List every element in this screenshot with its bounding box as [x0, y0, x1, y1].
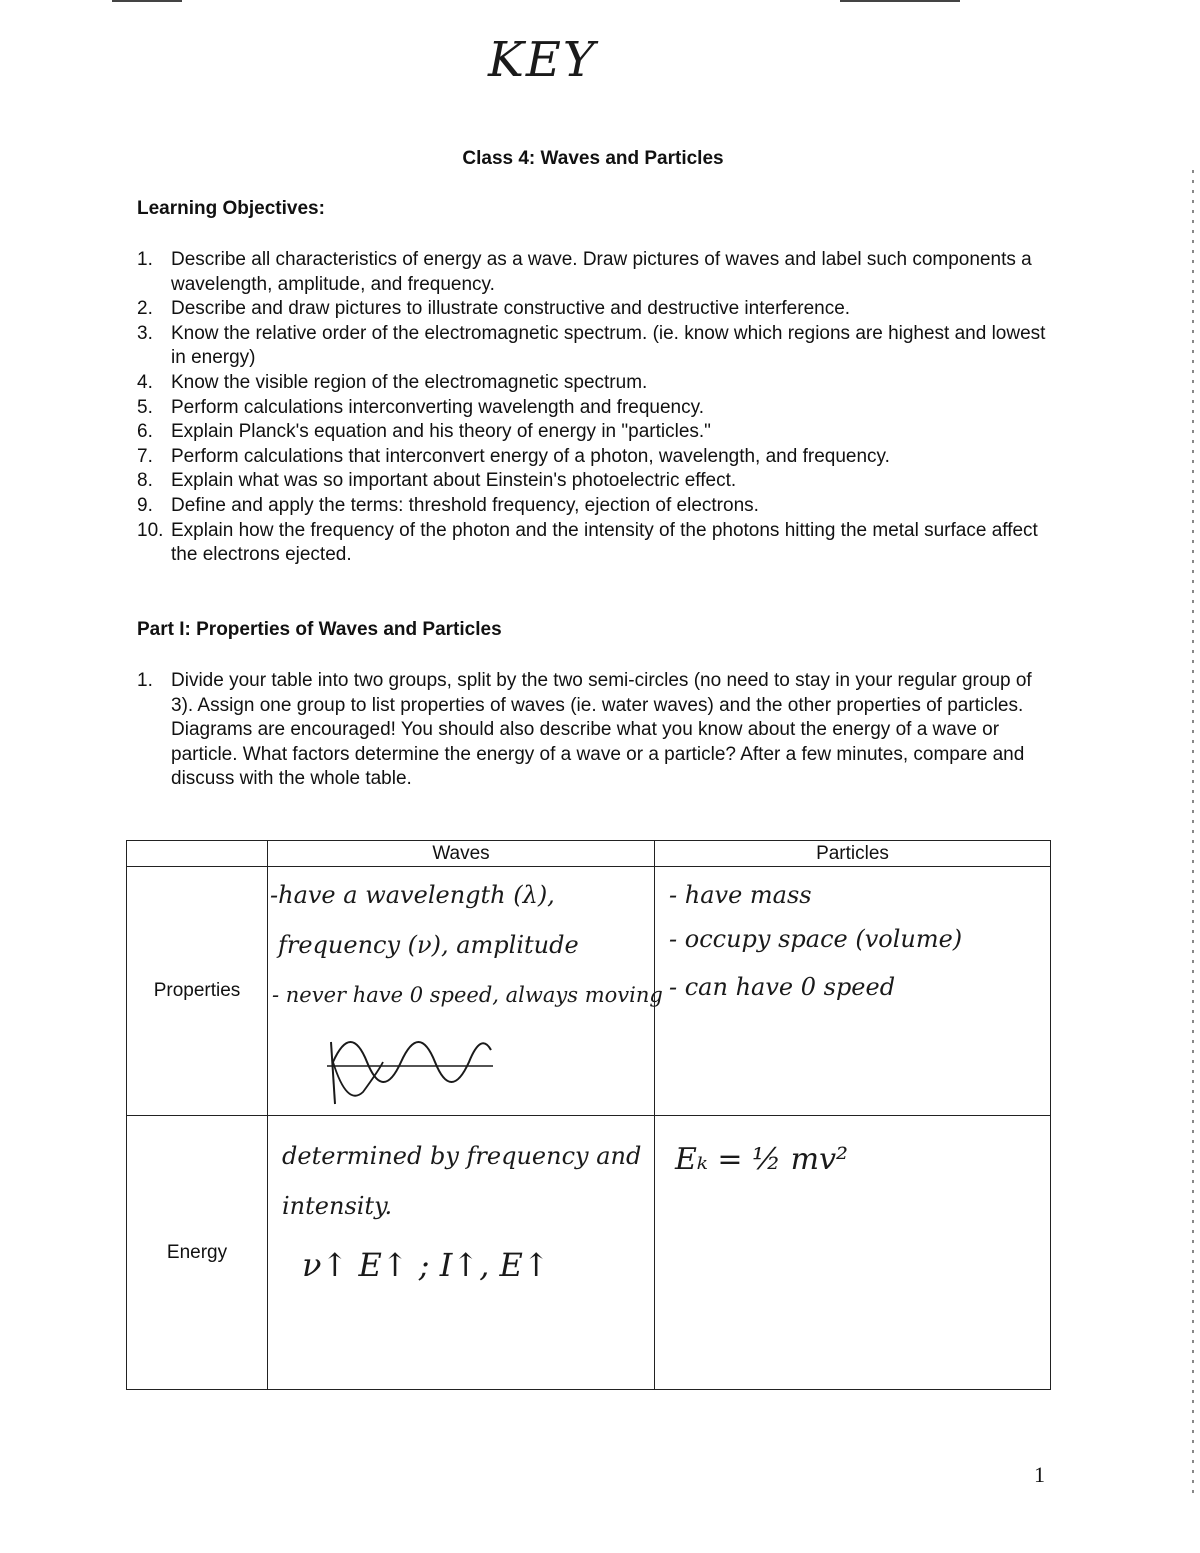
handwritten-line: determined by frequency and [282, 1142, 642, 1170]
handwritten-line: -have a wavelength (λ), [270, 881, 555, 909]
scan-artifact-top-right [840, 0, 960, 2]
cell-waves-energy [268, 1116, 655, 1390]
table-header-blank [127, 841, 268, 867]
handwritten-line: - never have 0 speed, always moving [272, 983, 663, 1007]
objective-item: 1. Describe all characteristics of energy as a wave. Draw pictures of waves and label such components a wavelength, amplitude, and frequency. [137, 249, 1032, 295]
objective-item: 10. Explain how the frequency of the photon and the intensity of the photons hitting the metal surface affect the electrons ejected. [137, 519, 1038, 566]
objectives-list [137, 248, 1057, 568]
properties-table [126, 840, 1051, 1390]
objective-item: 7. Perform calculations that interconvert energy of a photon, wavelength, and frequency. [137, 445, 890, 467]
handwritten-line: ν↑ E↑ ; I↑, E↑ [302, 1246, 550, 1284]
handwritten-line: Eₖ = ½ mv² [675, 1142, 849, 1177]
objective-item: 6. Explain Planck's equation and his theory of energy in "particles." [137, 421, 711, 443]
objective-item: 9. Define and apply the terms: threshold frequency, ejection of electrons. [137, 494, 759, 516]
part1-heading: Part I: Properties of Waves and Particles [137, 619, 502, 640]
handwritten-line: intensity. [282, 1192, 393, 1220]
row-label-energy: Energy [127, 1116, 268, 1390]
objective-item: 3. Know the relative order of the electromagnetic spectrum. (ie. know which regions are highest and lowest in energy) [137, 322, 1046, 369]
cell-particles-properties [655, 867, 1051, 1116]
key-mark: KEY [488, 32, 597, 88]
cell-waves-properties [268, 867, 663, 1116]
objective-item: 8. Explain what was so important about Einstein's photoelectric effect. [137, 470, 737, 492]
table-header-particles: Particles [655, 841, 1051, 867]
scan-artifact-right-edge [1192, 170, 1194, 1500]
handwritten-line: - can have 0 speed [669, 973, 896, 1001]
handwritten-line: frequency (ν), amplitude [278, 931, 579, 959]
table-header-row [127, 841, 1051, 867]
table-row [127, 1116, 1051, 1390]
page-title: Class 4: Waves and Particles [462, 148, 724, 169]
part1-list [137, 669, 1047, 792]
handwritten-line: - have mass [669, 881, 812, 909]
handwritten-line: - occupy space (volume) [669, 925, 963, 953]
cell-particles-energy [655, 1116, 1051, 1390]
objective-item: 2. Describe and draw pictures to illustrate constructive and destructive interference. [137, 298, 851, 320]
row-label-properties: Properties [127, 867, 268, 1116]
objective-item: 5. Perform calculations interconverting wavelength and frequency. [137, 396, 704, 418]
part1-item: 1. Divide your table into two groups, split by the two semi-circles (no need to stay in your regular group of 3). Assign one group to list properties of waves (ie. water waves) and the other properties of particles. Diagrams are encouraged! You should also describe what you know about the energy of a wave or particle. What factors determine the energy of a wave or a particle? After a few minutes, compare and discuss with the whole table. [137, 670, 1032, 790]
scan-artifact-top [112, 0, 182, 2]
wave-sketch-icon [323, 1022, 498, 1112]
table-row [127, 867, 1051, 1116]
objectives-heading: Learning Objectives: [137, 198, 325, 219]
page-number: 1 [1034, 1462, 1045, 1487]
table-header-waves: Waves [268, 841, 655, 867]
objective-item: 4. Know the visible region of the electromagnetic spectrum. [137, 371, 648, 393]
